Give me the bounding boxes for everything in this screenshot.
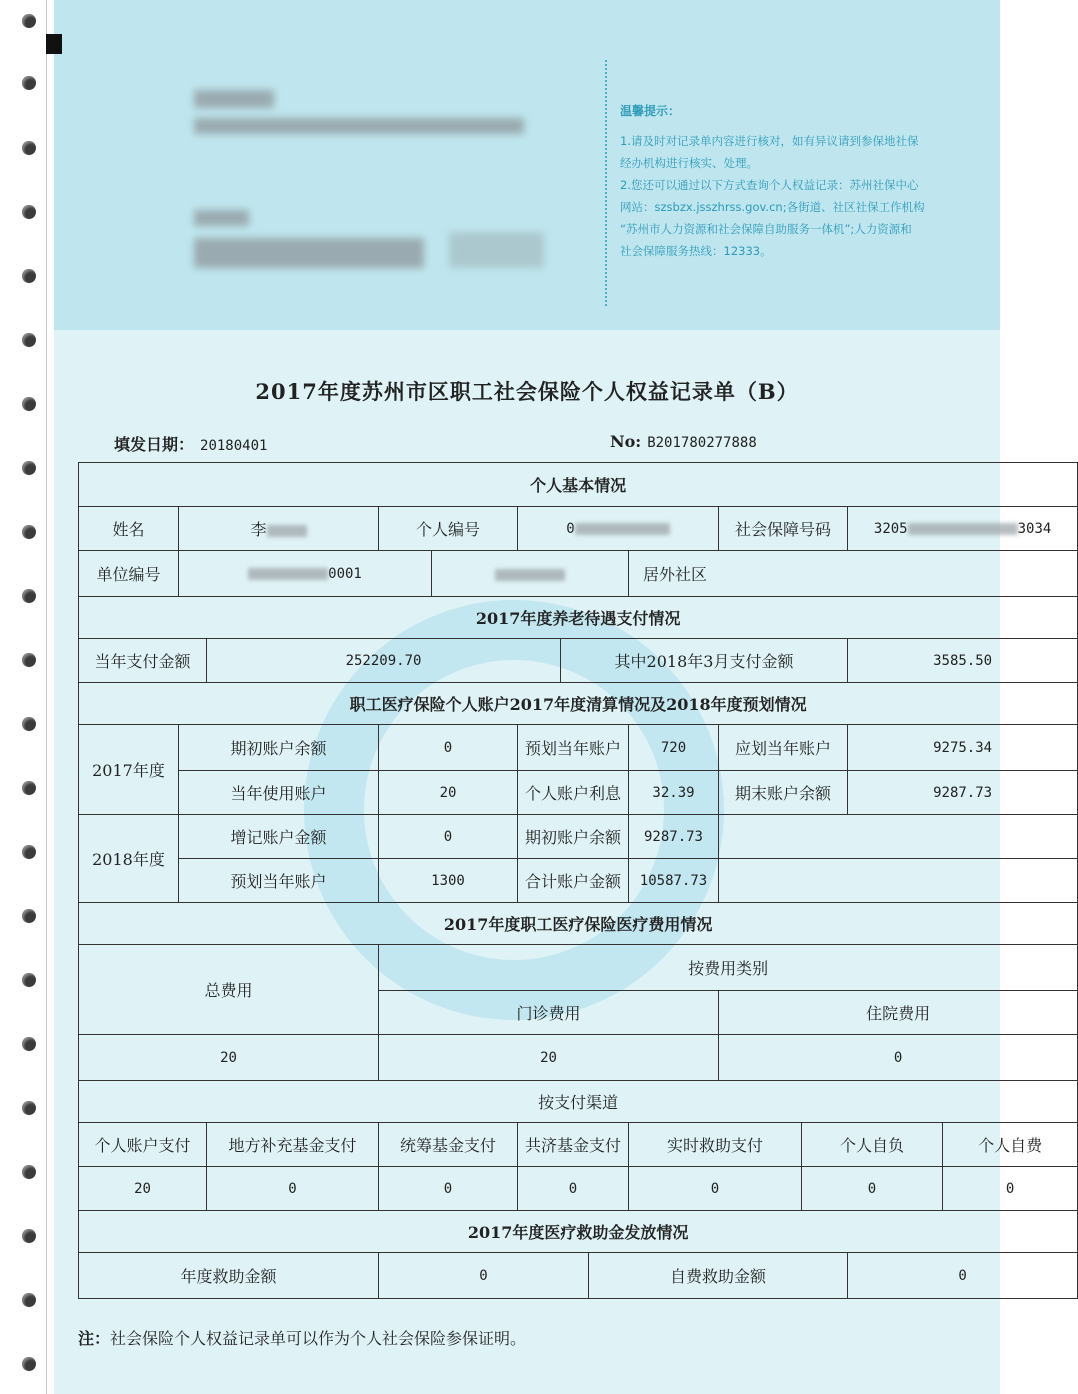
section-header-row	[79, 463, 1078, 507]
table-row	[79, 639, 1078, 683]
table-row	[79, 945, 1078, 991]
tips-line: 网站：szsbzx.jsszhrss.gov.cn;各街道、社区社保工作机构	[620, 200, 925, 214]
channel-value: 0	[207, 1167, 379, 1211]
account-item-label: 增记账户金额	[179, 815, 379, 859]
table-row	[79, 1035, 1078, 1081]
binder-hole-icon	[22, 1037, 36, 1051]
redacted-recipient	[194, 238, 424, 268]
march-paid-label: 其中2018年3月支付金额	[561, 639, 848, 683]
record-form	[54, 0, 1052, 1394]
by-category-label: 按费用类别	[379, 945, 1078, 991]
binder-hole-icon	[22, 269, 36, 283]
annual-aid-value: 0	[379, 1253, 589, 1299]
ssn-label: 社会保障号码	[719, 507, 848, 551]
channel-value: 0	[379, 1167, 518, 1211]
tips-line: 1.请及时对记录单内容进行核对，如有异议请到参保地社保	[620, 134, 919, 148]
footnote-label: 注：	[78, 1329, 111, 1348]
channel-label: 个人自负	[802, 1123, 943, 1167]
binder-hole-icon	[22, 76, 36, 90]
unit-no-text: 0001	[328, 565, 362, 582]
binder-hole-icon	[22, 397, 36, 411]
ssn-prefix: 3205	[873, 520, 908, 537]
binder-hole-icon	[22, 141, 36, 155]
table-row	[79, 551, 1078, 597]
self-aid-value: 0	[848, 1253, 1078, 1299]
account-item-label: 期初账户余额	[179, 725, 379, 771]
footnote	[78, 1326, 526, 1349]
personal-no-value	[518, 507, 719, 551]
channel-value: 0	[518, 1167, 629, 1211]
empty-cell	[719, 815, 1078, 859]
binder-hole-icon	[22, 461, 36, 475]
account-item-value: 9287.73	[629, 815, 719, 859]
channel-value: 0	[629, 1167, 802, 1211]
account-item-value: 9275.34	[848, 725, 1078, 771]
tear-line	[46, 0, 47, 1394]
binder-hole-icon	[22, 973, 36, 987]
table-row	[79, 1123, 1078, 1167]
section-aid-title: 2017年度医疗救助金发放情况	[79, 1211, 1078, 1253]
march-paid-value: 3585.50	[848, 639, 1078, 683]
self-aid-label: 自费救助金额	[589, 1253, 848, 1299]
binder-hole-icon	[22, 1293, 36, 1307]
year-paid-label: 当年支付金额	[79, 639, 207, 683]
account-item-value: 720	[629, 725, 719, 771]
section-medical-cost-title: 2017年度职工医疗保险医疗费用情况	[79, 903, 1078, 945]
account-item-label: 期初账户余额	[518, 815, 629, 859]
binder-hole-icon	[22, 717, 36, 731]
outpatient-label: 门诊费用	[379, 991, 719, 1035]
table-row	[79, 815, 1078, 859]
by-channel-label: 按支付渠道	[79, 1081, 1078, 1123]
account-item-label: 当年使用账户	[179, 771, 379, 815]
binder-hole-icon	[22, 14, 36, 28]
redacted-recipient	[194, 210, 249, 226]
account-item-value: 9287.73	[848, 771, 1078, 815]
channel-label: 地方补充基金支付	[207, 1123, 379, 1167]
binder-hole-icon	[22, 589, 36, 603]
binder-hole-icon	[22, 205, 36, 219]
issue-date-label: 填发日期：	[114, 435, 195, 454]
account-item-value: 32.39	[629, 771, 719, 815]
tips-line: “苏州市人力资源和社会保障自助服务一体机”;人力资源和	[620, 222, 912, 236]
account-item-value: 20	[379, 771, 518, 815]
inpatient-value: 0	[719, 1035, 1078, 1081]
table-row	[79, 1167, 1078, 1211]
channel-label: 个人自费	[943, 1123, 1078, 1167]
redacted-address	[194, 90, 274, 108]
record-table	[78, 462, 1078, 1299]
binder-hole-icon	[22, 525, 36, 539]
outpatient-value: 20	[379, 1035, 719, 1081]
account-item-value: 0	[379, 725, 518, 771]
unit-name-value	[432, 551, 629, 597]
total-cost-label: 总费用	[79, 945, 379, 1035]
account-item-label: 合计账户金额	[518, 859, 629, 903]
table-row	[79, 859, 1078, 903]
unit-no-label: 单位编号	[79, 551, 179, 597]
inpatient-label: 住院费用	[719, 991, 1078, 1035]
table-row	[79, 725, 1078, 771]
document-title: 2017年度苏州市区职工社会保险个人权益记录单（B）	[255, 379, 799, 404]
tips-box	[620, 100, 990, 262]
issue-date	[114, 432, 267, 455]
channel-value: 0	[943, 1167, 1078, 1211]
redaction-mask	[248, 568, 328, 580]
table-row	[79, 1081, 1078, 1123]
issue-date-value: 20180401	[200, 438, 268, 454]
name-value-text: 李	[250, 520, 267, 539]
section-basic-title: 个人基本情况	[79, 463, 1078, 507]
table-row	[79, 771, 1078, 815]
table-row	[79, 507, 1078, 551]
document-number-label: No:	[610, 432, 642, 451]
binder-hole-icon	[22, 781, 36, 795]
binder-hole-icon	[22, 845, 36, 859]
footnote-text: 社会保险个人权益记录单可以作为个人社会保险参保证明。	[110, 1329, 527, 1348]
channel-label: 共济基金支付	[518, 1123, 629, 1167]
community-value: 居外社区	[629, 551, 1078, 597]
document-number-value: B201780277888	[647, 435, 757, 451]
redacted-address	[194, 118, 524, 134]
redaction-mask	[267, 525, 307, 537]
registration-mark	[46, 34, 62, 54]
account-item-label: 个人账户利息	[518, 771, 629, 815]
personal-no-label: 个人编号	[379, 507, 518, 551]
tips-line: 社会保障服务热线：12333。	[620, 244, 772, 258]
channel-value: 20	[79, 1167, 207, 1211]
tips-line: 2.您还可以通过以下方式查询个人权益记录：苏州社保中心	[620, 178, 919, 192]
year-2017-label: 2017年度	[79, 725, 179, 815]
total-cost-value: 20	[79, 1035, 379, 1081]
binder-hole-icon	[22, 333, 36, 347]
binder-hole-icon	[22, 653, 36, 667]
perforation-line	[605, 60, 607, 306]
channel-value: 0	[802, 1167, 943, 1211]
binder-hole-icon	[22, 1101, 36, 1115]
name-label: 姓名	[79, 507, 179, 551]
redacted-postcode	[449, 232, 544, 268]
account-item-value: 1300	[379, 859, 518, 903]
ssn-value	[848, 507, 1078, 551]
section-header-row	[79, 683, 1078, 725]
empty-cell	[719, 859, 1078, 903]
account-item-label: 预划当年账户	[179, 859, 379, 903]
account-item-label: 应划当年账户	[719, 725, 848, 771]
section-pension-title: 2017年度养老待遇支付情况	[79, 597, 1078, 639]
personal-no-text: 0	[566, 520, 575, 537]
account-item-label: 预划当年账户	[518, 725, 629, 771]
mailing-header	[54, 0, 1000, 330]
binder-hole-icon	[22, 1229, 36, 1243]
redaction-mask	[908, 523, 1018, 535]
section-header-row	[79, 1211, 1078, 1253]
annual-aid-label: 年度救助金额	[79, 1253, 379, 1299]
name-value	[179, 507, 379, 551]
redaction-mask	[575, 523, 670, 535]
section-medical-account-title: 职工医疗保险个人账户2017年度清算情况及2018年度预划情况	[79, 683, 1078, 725]
binder-hole-icon	[22, 1165, 36, 1179]
tips-line: 经办机构进行核实、处理。	[620, 156, 758, 170]
perforated-margin	[0, 0, 52, 1394]
redaction-mask	[495, 569, 565, 581]
section-header-row	[79, 903, 1078, 945]
account-item-label: 期末账户余额	[719, 771, 848, 815]
year-2018-label: 2018年度	[79, 815, 179, 903]
binder-hole-icon	[22, 1357, 36, 1371]
tips-title: 温馨提示：	[620, 104, 681, 118]
account-item-value: 0	[379, 815, 518, 859]
section-header-row	[79, 597, 1078, 639]
channel-label: 个人账户支付	[79, 1123, 207, 1167]
table-row	[79, 1253, 1078, 1299]
channel-label: 统筹基金支付	[379, 1123, 518, 1167]
year-paid-value: 252209.70	[207, 639, 561, 683]
channel-label: 实时救助支付	[629, 1123, 802, 1167]
binder-hole-icon	[22, 909, 36, 923]
unit-no-value	[179, 551, 432, 597]
account-item-value: 10587.73	[629, 859, 719, 903]
document-number	[610, 432, 757, 451]
ssn-suffix: 3034	[1017, 520, 1052, 537]
